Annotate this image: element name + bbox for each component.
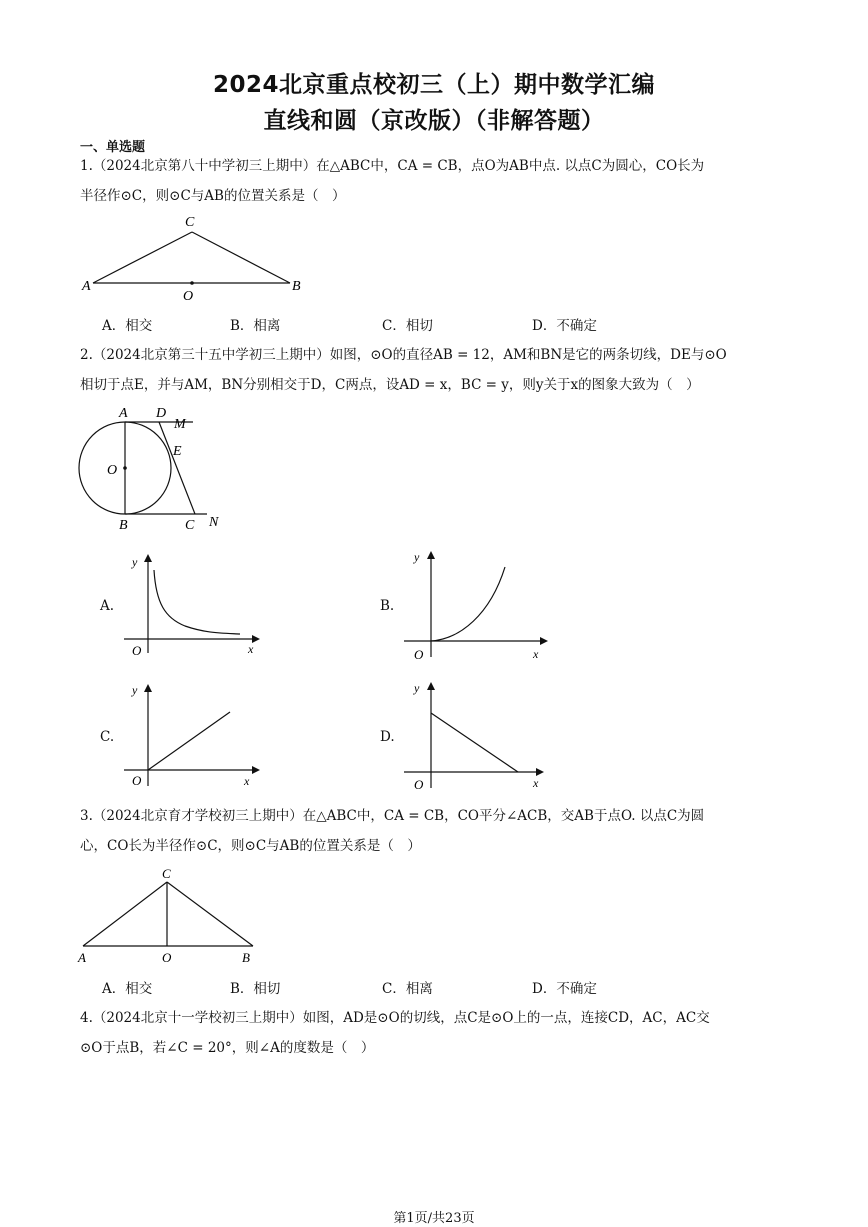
q2-option-b-label: B. — [380, 598, 395, 614]
svg-text:O: O — [132, 643, 142, 658]
svg-text:C: C — [162, 866, 171, 881]
q2-graph-c — [120, 678, 265, 793]
question-1-line1: 1.（2024北京第八十中学初三上期中）在△ABC中，CA = CB，点O为AB中点. 以点C为圆心，CO长为 — [80, 158, 705, 174]
q1-option-a: A．相交 — [102, 318, 153, 334]
svg-text:A: A — [78, 950, 86, 965]
svg-text:x: x — [248, 642, 254, 656]
question-2-line2: 相切于点E，并与AM，BN分别相交于D，C两点，设AD = x，BC = y，则y关于x的图象大致为（ ） — [80, 377, 700, 393]
question-1-text — [80, 151, 792, 211]
q1-label-a: A — [82, 279, 91, 294]
svg-text:O: O — [107, 463, 118, 478]
svg-text:M: M — [174, 417, 186, 432]
q1-option-d: D．不确定 — [532, 318, 597, 334]
svg-text:E: E — [173, 444, 182, 459]
q2-graph-d — [400, 676, 550, 794]
q1-option-b: B．相离 — [230, 318, 281, 334]
svg-text:x: x — [533, 776, 539, 790]
q3-option-c: C．相离 — [382, 981, 433, 997]
question-2-text — [80, 340, 792, 400]
q1-option-c: C．相切 — [382, 318, 433, 334]
question-3-figure — [75, 862, 275, 970]
page-title-line1: 2024北京重点校初三（上）期中数学汇编 — [212, 72, 655, 98]
question-4-line1: 4.（2024北京十一学校初三上期中）如图，AD是⊙O的切线，点C是⊙O上的一点，连接CD，AC，AC交 — [80, 1010, 710, 1026]
q2-graph-b — [400, 545, 555, 665]
svg-text:O: O — [162, 950, 172, 965]
svg-text:B: B — [242, 950, 250, 965]
q2-option-a-label: A. — [100, 598, 115, 614]
svg-text:B: B — [119, 518, 128, 533]
q3-option-b: B．相切 — [230, 981, 281, 997]
q1-label-c: C — [185, 215, 195, 230]
q2-option-c-label: C. — [100, 729, 115, 745]
q3-option-d: D．不确定 — [532, 981, 597, 997]
question-1-line2: 半径作⊙C，则⊙C与AB的位置关系是（ ） — [80, 188, 346, 204]
question-3-text — [80, 801, 792, 861]
q1-label-o: O — [183, 289, 194, 304]
q3-option-a: A．相交 — [102, 981, 153, 997]
svg-text:y: y — [132, 555, 138, 569]
question-4-text — [80, 1003, 792, 1063]
question-2-figure — [75, 400, 235, 535]
svg-text:x: x — [244, 774, 250, 788]
q2-option-d-label: D. — [380, 729, 395, 745]
svg-text:O: O — [414, 647, 424, 662]
question-3-line2: 心，CO长为半径作⊙C，则⊙C与AB的位置关系是（ ） — [80, 838, 421, 854]
svg-text:x: x — [533, 647, 539, 661]
svg-text:O: O — [132, 773, 142, 788]
question-3-line1: 3.（2024北京育才学校初三上期中）在△ABC中，CA = CB，CO平分∠ACB，交AB于点O. 以点C为圆 — [80, 808, 705, 824]
svg-text:A: A — [119, 406, 128, 421]
svg-text:y: y — [132, 683, 138, 697]
question-1-figure — [75, 210, 315, 305]
q1-label-b: B — [292, 279, 301, 294]
svg-text:y: y — [414, 681, 420, 695]
svg-text:O: O — [414, 777, 424, 792]
svg-text:D: D — [156, 406, 167, 421]
page-footer: 第1页/共23页 — [393, 1211, 475, 1226]
section-heading: 一、单选题 — [80, 140, 146, 155]
question-4-line2: ⊙O于点B，若∠C = 20°，则∠A的度数是（ ） — [80, 1040, 375, 1056]
svg-text:C: C — [185, 518, 195, 533]
page-title-line2: 直线和圆（京改版）（非解答题） — [263, 108, 605, 134]
svg-text:y: y — [414, 550, 420, 564]
svg-text:N: N — [209, 515, 219, 530]
q2-graph-a — [120, 548, 265, 658]
question-2-line1: 2.（2024北京第三十五中学初三上期中）如图，⊙O的直径AB = 12，AM和BN是它的两条切线，DE与⊙O — [80, 347, 727, 363]
